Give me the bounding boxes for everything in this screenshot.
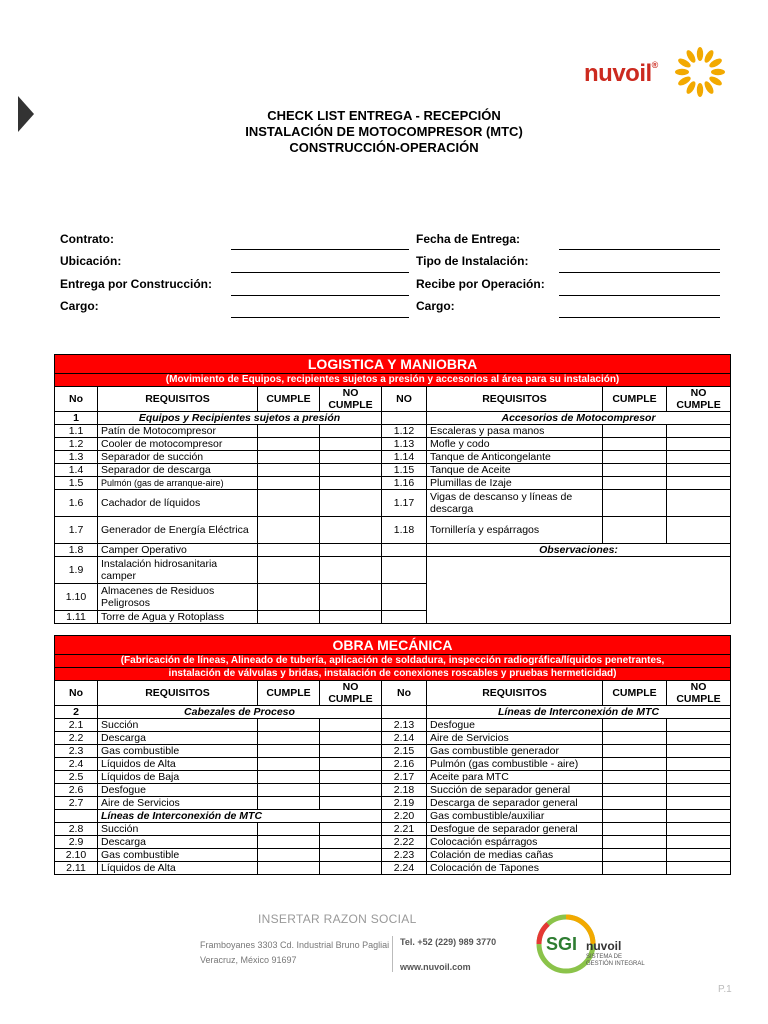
no-cumple-cell[interactable] (667, 490, 731, 517)
no-cumple-cell[interactable] (667, 797, 731, 810)
cumple-cell[interactable] (258, 823, 320, 836)
item-req: Torre de Agua y Rotoplass (98, 611, 258, 624)
cumple-cell[interactable] (603, 797, 667, 810)
observaciones-box[interactable] (427, 557, 731, 624)
item-req: Líquidos de Alta (98, 758, 258, 771)
item-no: 1.15 (382, 464, 427, 477)
item-no: 2.23 (382, 849, 427, 862)
item-req: Vigas de descanso y líneas de descarga (427, 490, 603, 517)
empty-cell (382, 584, 427, 611)
section1-subtitle: (Movimiento de Equipos, recipientes sujetos a presión y accesorios al área para su instalación) (55, 374, 731, 387)
no-cumple-cell[interactable] (320, 797, 382, 810)
cumple-cell[interactable] (603, 784, 667, 797)
item-no: 2.15 (382, 745, 427, 758)
item-req: Colación de medias cañas (427, 849, 603, 862)
cargo-right-field[interactable] (559, 316, 720, 318)
no-cumple-cell[interactable] (667, 771, 731, 784)
group-no: 1 (55, 412, 98, 425)
title-line-2: INSTALACIÓN DE MOTOCOMPRESOR (MTC) (245, 124, 523, 139)
item-req: Líquidos de Alta (98, 862, 258, 875)
section2-subtitle-1: (Fabricación de líneas, Alineado de tubería, aplicación de soldadura, inspección radiográfica/líquidos penetrantes, (55, 655, 731, 668)
title-line-3: CONSTRUCCIÓN-OPERACIÓN (289, 140, 479, 155)
cumple-cell[interactable] (603, 810, 667, 823)
title-line-1: CHECK LIST ENTREGA - RECEPCIÓN (267, 108, 501, 123)
group-title: Accesorios de Motocompresor (427, 412, 731, 425)
col-cumple-right: CUMPLE (603, 387, 667, 412)
item-no: 2.6 (55, 784, 98, 797)
item-req: Gas combustible (98, 849, 258, 862)
cumple-cell[interactable] (603, 758, 667, 771)
item-no: 2.9 (55, 836, 98, 849)
group-no (382, 706, 427, 719)
item-req: Tornillería y espárragos (427, 517, 603, 544)
col-no-cumple-right: NO CUMPLE (667, 387, 731, 412)
item-no: 2.7 (55, 797, 98, 810)
no-cumple-cell[interactable] (667, 836, 731, 849)
no-cumple-cell[interactable] (667, 810, 731, 823)
no-cumple-cell[interactable] (667, 464, 731, 477)
item-no: 2.20 (382, 810, 427, 823)
item-req: Colocación espárragos (427, 836, 603, 849)
item-no: 1.13 (382, 438, 427, 451)
no-cumple-cell[interactable] (320, 490, 382, 517)
item-req: Succión (98, 823, 258, 836)
item-req: Camper Operativo (98, 544, 258, 557)
cumple-cell[interactable] (258, 836, 320, 849)
item-no: 1.6 (55, 490, 98, 517)
cumple-cell[interactable] (258, 464, 320, 477)
col-requisitos-right: REQUISITOS (427, 387, 603, 412)
no-cumple-cell[interactable] (667, 477, 731, 490)
entrega-label: Entrega por Construcción: (60, 277, 213, 291)
item-no: 1.18 (382, 517, 427, 544)
no-cumple-cell[interactable] (667, 849, 731, 862)
group-title: Cabezales de Proceso (98, 706, 382, 719)
cumple-cell[interactable] (258, 490, 320, 517)
contrato-field[interactable] (231, 248, 409, 250)
ubicacion-field[interactable] (231, 271, 409, 273)
cargo-left-label: Cargo: (60, 299, 99, 313)
item-req: Succión (98, 719, 258, 732)
item-req: Cooler de motocompresor (98, 438, 258, 451)
no-cumple-cell[interactable] (320, 438, 382, 451)
col-no-right: No (382, 681, 427, 706)
no-cumple-cell[interactable] (320, 425, 382, 438)
item-req: Gas combustible (98, 745, 258, 758)
no-cumple-cell[interactable] (320, 758, 382, 771)
item-req: Tanque de Aceite (427, 464, 603, 477)
cumple-cell[interactable] (258, 732, 320, 745)
cumple-cell[interactable] (258, 611, 320, 624)
cumple-cell[interactable] (603, 517, 667, 544)
cumple-cell[interactable] (258, 784, 320, 797)
no-cumple-cell[interactable] (667, 438, 731, 451)
cumple-cell[interactable] (603, 732, 667, 745)
item-req: Descarga (98, 836, 258, 849)
no-cumple-cell[interactable] (667, 425, 731, 438)
no-cumple-cell[interactable] (667, 758, 731, 771)
logistica-table (54, 354, 731, 624)
item-req: Almacenes de Residuos Peligrosos (98, 584, 258, 611)
no-cumple-cell[interactable] (320, 584, 382, 611)
item-no: 2.4 (55, 758, 98, 771)
empty-cell (382, 611, 427, 624)
item-no: 2.11 (55, 862, 98, 875)
no-cumple-cell[interactable] (320, 862, 382, 875)
item-no: 2.3 (55, 745, 98, 758)
col-cumple: CUMPLE (258, 681, 320, 706)
item-req: Escaleras y pasa manos (427, 425, 603, 438)
section2-title: OBRA MECÁNICA (55, 636, 731, 655)
empty-cell (55, 810, 98, 823)
item-req: Tanque de Anticongelante (427, 451, 603, 464)
item-req: Desfogue (98, 784, 258, 797)
cumple-cell[interactable] (258, 584, 320, 611)
col-no-cumple: NO CUMPLE (320, 387, 382, 412)
group-no (382, 412, 427, 425)
col-no-cumple-right: NO CUMPLE (667, 681, 731, 706)
cumple-cell[interactable] (258, 719, 320, 732)
no-cumple-cell[interactable] (667, 745, 731, 758)
cumple-cell[interactable] (603, 490, 667, 517)
cumple-cell[interactable] (258, 849, 320, 862)
item-req: Patín de Motocompresor (98, 425, 258, 438)
item-req: Pulmón (gas de arranque-aire) (98, 477, 258, 490)
no-cumple-cell[interactable] (320, 451, 382, 464)
item-req: Descarga de separador general (427, 797, 603, 810)
col-cumple: CUMPLE (258, 387, 320, 412)
item-no: 1.11 (55, 611, 98, 624)
tipo-instalacion-field[interactable] (559, 271, 720, 273)
nuvoil-logo: nuvoil® (584, 44, 734, 98)
razon-social: INSERTAR RAZON SOCIAL (258, 912, 417, 926)
item-req: Pulmón (gas combustible - aire) (427, 758, 603, 771)
group-no: 2 (55, 706, 98, 719)
ubicacion-label: Ubicación: (60, 254, 122, 268)
cumple-cell[interactable] (258, 745, 320, 758)
recibe-field[interactable] (559, 294, 720, 296)
no-cumple-cell[interactable] (320, 823, 382, 836)
cumple-cell[interactable] (258, 758, 320, 771)
cumple-cell[interactable] (603, 451, 667, 464)
item-no: 2.2 (55, 732, 98, 745)
no-cumple-cell[interactable] (320, 517, 382, 544)
no-cumple-cell[interactable] (320, 477, 382, 490)
no-cumple-cell[interactable] (320, 611, 382, 624)
item-no: 1.14 (382, 451, 427, 464)
sgi-brand: nuvoil (586, 939, 622, 953)
item-req: Aceite para MTC (427, 771, 603, 784)
col-requisitos: REQUISITOS (98, 387, 258, 412)
item-no: 2.8 (55, 823, 98, 836)
col-no-cumple: NO CUMPLE (320, 681, 382, 706)
item-no: 2.22 (382, 836, 427, 849)
no-cumple-cell[interactable] (667, 784, 731, 797)
no-cumple-cell[interactable] (667, 451, 731, 464)
no-cumple-cell[interactable] (667, 517, 731, 544)
col-requisitos-right: REQUISITOS (427, 681, 603, 706)
item-no: 1.10 (55, 584, 98, 611)
item-no: 1.5 (55, 477, 98, 490)
item-no: 2.10 (55, 849, 98, 862)
no-cumple-cell[interactable] (667, 719, 731, 732)
item-req: Instalación hidrosanitaria camper (98, 557, 258, 584)
cumple-cell[interactable] (603, 849, 667, 862)
item-no: 1.1 (55, 425, 98, 438)
item-no: 2.1 (55, 719, 98, 732)
no-cumple-cell[interactable] (667, 862, 731, 875)
item-req: Desfogue (427, 719, 603, 732)
sgi-text: SGI (546, 934, 578, 954)
entrega-field[interactable] (231, 294, 409, 296)
sgi-subtitle-1: SISTEMA DE (586, 954, 623, 960)
item-no: 1.8 (55, 544, 98, 557)
cargo-right-label: Cargo: (416, 299, 455, 313)
obra-mecanica-table (54, 635, 731, 875)
website-link[interactable]: www.nuvoil.com (400, 962, 471, 972)
cumple-cell[interactable] (603, 823, 667, 836)
item-req: Mofle y codo (427, 438, 603, 451)
address-line-2: Veracruz, México 91697 (200, 955, 297, 965)
group-title: Líneas de Interconexión de MTC (98, 810, 382, 823)
item-no: 2.14 (382, 732, 427, 745)
item-no: 1.4 (55, 464, 98, 477)
item-no: 1.2 (55, 438, 98, 451)
address-line-1: Framboyanes 3303 Cd. Industrial Bruno Pagliai (200, 940, 390, 950)
item-req: Separador de succión (98, 451, 258, 464)
item-req: Líquidos de Baja (98, 771, 258, 784)
cumple-cell[interactable] (258, 477, 320, 490)
cumple-cell[interactable] (258, 771, 320, 784)
item-no: 2.21 (382, 823, 427, 836)
item-no: 1.7 (55, 517, 98, 544)
cumple-cell[interactable] (603, 836, 667, 849)
section1-title: LOGISTICA Y MANIOBRA (55, 355, 731, 374)
no-cumple-cell[interactable] (320, 771, 382, 784)
cumple-cell[interactable] (258, 862, 320, 875)
cumple-cell[interactable] (603, 719, 667, 732)
empty-cell (382, 557, 427, 584)
item-no: 2.13 (382, 719, 427, 732)
no-cumple-cell[interactable] (320, 732, 382, 745)
cumple-cell[interactable] (603, 745, 667, 758)
sgi-subtitle (586, 954, 645, 968)
col-requisitos: REQUISITOS (98, 681, 258, 706)
no-cumple-cell[interactable] (320, 719, 382, 732)
cumple-cell[interactable] (603, 862, 667, 875)
col-cumple-right: CUMPLE (603, 681, 667, 706)
page-number: P.1 (718, 984, 732, 995)
observaciones-label: Observaciones: (427, 544, 731, 557)
item-req: Separador de descarga (98, 464, 258, 477)
item-no: 2.24 (382, 862, 427, 875)
cumple-cell[interactable] (603, 464, 667, 477)
section2-subtitle-2: instalación de válvulas y bridas, instalación de conexiones roscables y pruebas hermeticidad) (55, 668, 731, 681)
item-req: Generador de Energía Eléctrica (98, 517, 258, 544)
item-no: 2.19 (382, 797, 427, 810)
cumple-cell[interactable] (603, 425, 667, 438)
col-no: No (55, 387, 98, 412)
no-cumple-cell[interactable] (667, 823, 731, 836)
group-title: Líneas de Interconexión de MTC (427, 706, 731, 719)
item-req: Aire de Servicios (98, 797, 258, 810)
no-cumple-cell[interactable] (320, 745, 382, 758)
item-no: 2.18 (382, 784, 427, 797)
telephone: Tel. +52 (229) 989 3770 (400, 937, 497, 947)
cumple-cell[interactable] (603, 771, 667, 784)
item-req: Descarga (98, 732, 258, 745)
cumple-cell[interactable] (258, 451, 320, 464)
item-no: 1.16 (382, 477, 427, 490)
item-no: 2.5 (55, 771, 98, 784)
group-title: Equipos y Recipientes sujetos a presión (98, 412, 382, 425)
no-cumple-cell[interactable] (320, 849, 382, 862)
item-no: 1.17 (382, 490, 427, 517)
cumple-cell[interactable] (258, 797, 320, 810)
no-cumple-cell[interactable] (320, 784, 382, 797)
col-no: No (55, 681, 98, 706)
no-cumple-cell[interactable] (320, 464, 382, 477)
item-no: 2.17 (382, 771, 427, 784)
item-req: Colocación de Tapones (427, 862, 603, 875)
no-cumple-cell[interactable] (320, 544, 382, 557)
cumple-cell[interactable] (258, 517, 320, 544)
cargo-left-field[interactable] (231, 316, 409, 318)
footer-divider (392, 936, 393, 972)
fecha-entrega-field[interactable] (559, 248, 720, 250)
item-no: 1.3 (55, 451, 98, 464)
item-req: Gas combustible generador (427, 745, 603, 758)
contrato-label: Contrato: (60, 232, 114, 246)
item-req: Aire de Servicios (427, 732, 603, 745)
cumple-cell[interactable] (603, 438, 667, 451)
item-req: Desfogue de separador general (427, 823, 603, 836)
cumple-cell[interactable] (258, 557, 320, 584)
fecha-entrega-label: Fecha de Entrega: (416, 232, 521, 246)
cumple-cell[interactable] (603, 477, 667, 490)
no-cumple-cell[interactable] (320, 557, 382, 584)
item-no: 1.12 (382, 425, 427, 438)
cumple-cell[interactable] (258, 425, 320, 438)
item-no: 2.16 (382, 758, 427, 771)
item-req: Cachador de líquidos (98, 490, 258, 517)
empty-cell (382, 544, 427, 557)
sun-icon (672, 44, 728, 100)
item-req: Plumillas de Izaje (427, 477, 603, 490)
cumple-cell[interactable] (258, 438, 320, 451)
tipo-instalacion-label: Tipo de Instalación: (416, 254, 529, 268)
cumple-cell[interactable] (258, 544, 320, 557)
col-no-right: NO (382, 387, 427, 412)
item-req: Succión de separador general (427, 784, 603, 797)
no-cumple-cell[interactable] (320, 836, 382, 849)
item-req: Gas combustible/auxiliar (427, 810, 603, 823)
no-cumple-cell[interactable] (667, 732, 731, 745)
item-no: 1.9 (55, 557, 98, 584)
sgi-subtitle-2: GESTIÓN INTEGRAL (586, 961, 645, 967)
recibe-label: Recibe por Operación: (416, 277, 545, 291)
